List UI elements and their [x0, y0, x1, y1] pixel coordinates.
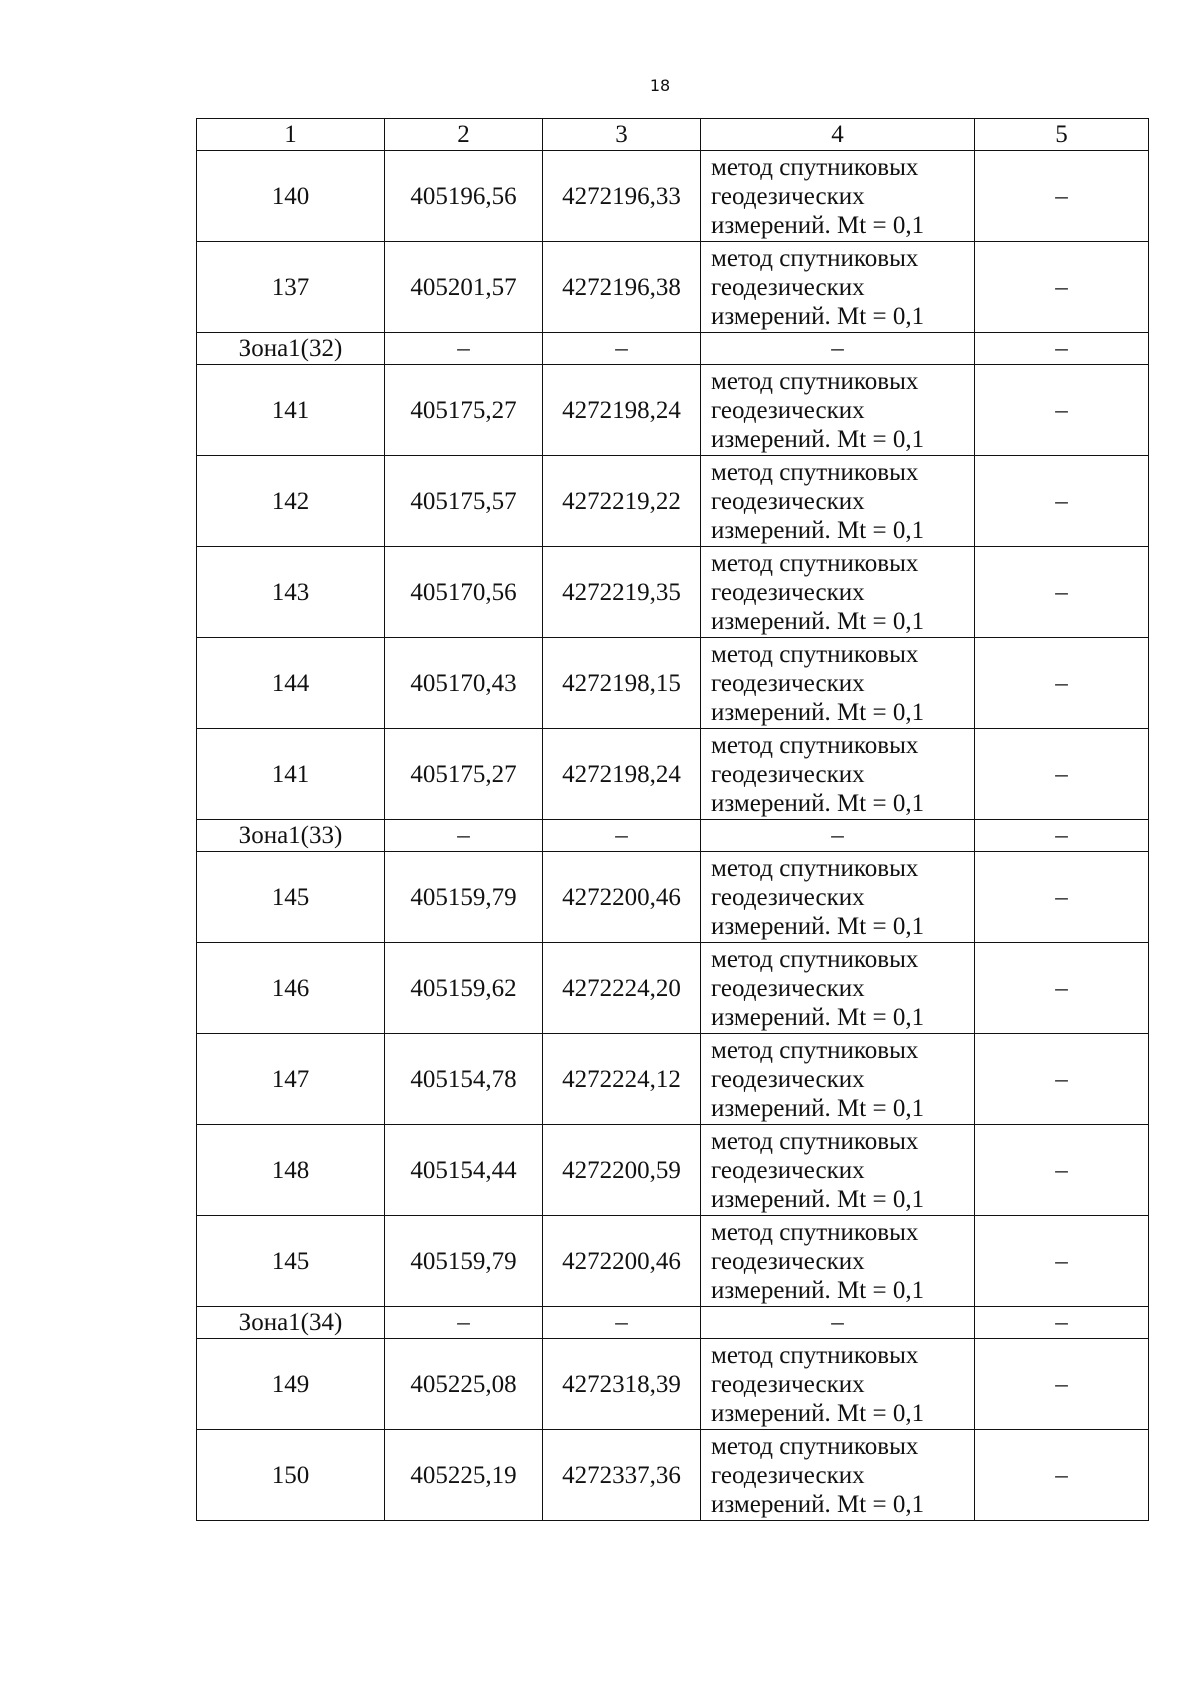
table-row [197, 852, 1149, 943]
method-line: измерений. Mt = 0,1 [711, 211, 925, 239]
x-coordinate-cell: 405225,19 [385, 1430, 543, 1521]
note-cell: – [975, 943, 1149, 1034]
column-header: 5 [975, 119, 1149, 151]
method-line: измерений. Mt = 0,1 [711, 789, 925, 817]
method-line: метод спутниковых [711, 640, 919, 668]
note-cell: – [975, 1034, 1149, 1125]
note-cell: – [975, 365, 1149, 456]
y-coordinate-cell: 4272219,22 [543, 456, 701, 547]
x-coordinate-cell: 405225,08 [385, 1339, 543, 1430]
method-line: измерений. Mt = 0,1 [711, 425, 925, 453]
zone-label-cell: Зона1(33) [197, 820, 385, 852]
column-header: 4 [701, 119, 975, 151]
method-line: измерений. Mt = 0,1 [711, 1185, 925, 1213]
method-cell [701, 1034, 975, 1125]
method-cell: – [701, 820, 975, 852]
x-coordinate-cell: 405175,27 [385, 729, 543, 820]
x-coordinate-cell: 405201,57 [385, 242, 543, 333]
x-coordinate-cell: – [385, 333, 543, 365]
method-line: геодезических [711, 1370, 865, 1398]
zone-row [197, 1307, 1149, 1339]
point-number-cell: 144 [197, 638, 385, 729]
point-number-cell: 137 [197, 242, 385, 333]
point-number-cell: 148 [197, 1125, 385, 1216]
y-coordinate-cell: – [543, 1307, 701, 1339]
note-cell: – [975, 456, 1149, 547]
y-coordinate-cell: 4272224,12 [543, 1034, 701, 1125]
method-line: геодезических [711, 1247, 865, 1275]
table-row [197, 943, 1149, 1034]
method-line: геодезических [711, 1156, 865, 1184]
x-coordinate-cell: 405175,57 [385, 456, 543, 547]
method-line: метод спутниковых [711, 367, 919, 395]
method-line: метод спутниковых [711, 1432, 919, 1460]
x-coordinate-cell: 405154,44 [385, 1125, 543, 1216]
note-cell: – [975, 151, 1149, 242]
method-cell [701, 638, 975, 729]
x-coordinate-cell: 405196,56 [385, 151, 543, 242]
y-coordinate-cell: 4272198,24 [543, 365, 701, 456]
method-line: геодезических [711, 396, 865, 424]
table-row [197, 365, 1149, 456]
method-cell [701, 1125, 975, 1216]
point-number-cell: 142 [197, 456, 385, 547]
method-line: метод спутниковых [711, 1341, 919, 1369]
table-row [197, 547, 1149, 638]
table-row [197, 1034, 1149, 1125]
zone-label-cell: Зона1(32) [197, 333, 385, 365]
method-line: измерений. Mt = 0,1 [711, 607, 925, 635]
point-number-cell: 140 [197, 151, 385, 242]
method-cell [701, 943, 975, 1034]
method-cell: – [701, 1307, 975, 1339]
method-line: геодезических [711, 1065, 865, 1093]
method-line: метод спутниковых [711, 854, 919, 882]
x-coordinate-cell: 405175,27 [385, 365, 543, 456]
table-row [197, 1125, 1149, 1216]
column-header: 2 [385, 119, 543, 151]
method-cell [701, 365, 975, 456]
column-header: 3 [543, 119, 701, 151]
method-line: метод спутниковых [711, 153, 919, 181]
column-header: 1 [197, 119, 385, 151]
x-coordinate-cell: 405159,79 [385, 852, 543, 943]
table-row [197, 242, 1149, 333]
note-cell: – [975, 1430, 1149, 1521]
y-coordinate-cell: – [543, 820, 701, 852]
method-cell: – [701, 333, 975, 365]
method-line: геодезических [711, 760, 865, 788]
note-cell: – [975, 242, 1149, 333]
y-coordinate-cell: – [543, 333, 701, 365]
method-line: метод спутниковых [711, 1127, 919, 1155]
point-number-cell: 141 [197, 365, 385, 456]
note-cell: – [975, 1125, 1149, 1216]
point-number-cell: 150 [197, 1430, 385, 1521]
table-row [197, 456, 1149, 547]
x-coordinate-cell: – [385, 1307, 543, 1339]
method-line: измерений. Mt = 0,1 [711, 1003, 925, 1031]
page-number: 18 [649, 76, 671, 95]
method-line: геодезических [711, 487, 865, 515]
method-line: геодезических [711, 1461, 865, 1489]
table-row [197, 1430, 1149, 1521]
note-cell: – [975, 1307, 1149, 1339]
method-line: измерений. Mt = 0,1 [711, 516, 925, 544]
table-row [197, 1216, 1149, 1307]
method-cell [701, 1430, 975, 1521]
note-cell: – [975, 638, 1149, 729]
y-coordinate-cell: 4272224,20 [543, 943, 701, 1034]
method-line: измерений. Mt = 0,1 [711, 1276, 925, 1304]
y-coordinate-cell: 4272318,39 [543, 1339, 701, 1430]
note-cell: – [975, 547, 1149, 638]
coordinates-table [196, 118, 1149, 1521]
method-line: метод спутниковых [711, 244, 919, 272]
note-cell: – [975, 729, 1149, 820]
point-number-cell: 143 [197, 547, 385, 638]
y-coordinate-cell: 4272198,15 [543, 638, 701, 729]
zone-row [197, 333, 1149, 365]
method-cell [701, 852, 975, 943]
method-line: геодезических [711, 182, 865, 210]
method-line: геодезических [711, 578, 865, 606]
method-cell [701, 151, 975, 242]
y-coordinate-cell: 4272219,35 [543, 547, 701, 638]
method-line: метод спутниковых [711, 1036, 919, 1064]
table-row [197, 151, 1149, 242]
x-coordinate-cell: – [385, 820, 543, 852]
note-cell: – [975, 820, 1149, 852]
table-row [197, 729, 1149, 820]
method-line: метод спутниковых [711, 458, 919, 486]
point-number-cell: 145 [197, 1216, 385, 1307]
zone-row [197, 820, 1149, 852]
method-line: геодезических [711, 273, 865, 301]
note-cell: – [975, 1216, 1149, 1307]
method-line: измерений. Mt = 0,1 [711, 302, 925, 330]
method-cell [701, 729, 975, 820]
note-cell: – [975, 333, 1149, 365]
point-number-cell: 145 [197, 852, 385, 943]
note-cell: – [975, 852, 1149, 943]
point-number-cell: 149 [197, 1339, 385, 1430]
y-coordinate-cell: 4272198,24 [543, 729, 701, 820]
table-row [197, 638, 1149, 729]
method-line: измерений. Mt = 0,1 [711, 1490, 925, 1518]
point-number-cell: 141 [197, 729, 385, 820]
method-line: метод спутниковых [711, 731, 919, 759]
x-coordinate-cell: 405159,62 [385, 943, 543, 1034]
y-coordinate-cell: 4272196,33 [543, 151, 701, 242]
method-line: метод спутниковых [711, 549, 919, 577]
method-line: геодезических [711, 883, 865, 911]
method-line: метод спутниковых [711, 945, 919, 973]
method-cell [701, 547, 975, 638]
method-line: геодезических [711, 974, 865, 1002]
method-line: измерений. Mt = 0,1 [711, 912, 925, 940]
point-number-cell: 147 [197, 1034, 385, 1125]
x-coordinate-cell: 405170,43 [385, 638, 543, 729]
table-row [197, 1339, 1149, 1430]
y-coordinate-cell: 4272200,46 [543, 852, 701, 943]
method-line: геодезических [711, 669, 865, 697]
method-line: метод спутниковых [711, 1218, 919, 1246]
x-coordinate-cell: 405154,78 [385, 1034, 543, 1125]
method-line: измерений. Mt = 0,1 [711, 1094, 925, 1122]
zone-label-cell: Зона1(34) [197, 1307, 385, 1339]
y-coordinate-cell: 4272200,46 [543, 1216, 701, 1307]
note-cell: – [975, 1339, 1149, 1430]
method-cell [701, 1216, 975, 1307]
method-line: измерений. Mt = 0,1 [711, 1399, 925, 1427]
method-cell [701, 242, 975, 333]
table-header-row [197, 119, 1149, 151]
y-coordinate-cell: 4272200,59 [543, 1125, 701, 1216]
method-cell [701, 1339, 975, 1430]
point-number-cell: 146 [197, 943, 385, 1034]
x-coordinate-cell: 405159,79 [385, 1216, 543, 1307]
y-coordinate-cell: 4272337,36 [543, 1430, 701, 1521]
method-cell [701, 456, 975, 547]
method-line: измерений. Mt = 0,1 [711, 698, 925, 726]
y-coordinate-cell: 4272196,38 [543, 242, 701, 333]
x-coordinate-cell: 405170,56 [385, 547, 543, 638]
